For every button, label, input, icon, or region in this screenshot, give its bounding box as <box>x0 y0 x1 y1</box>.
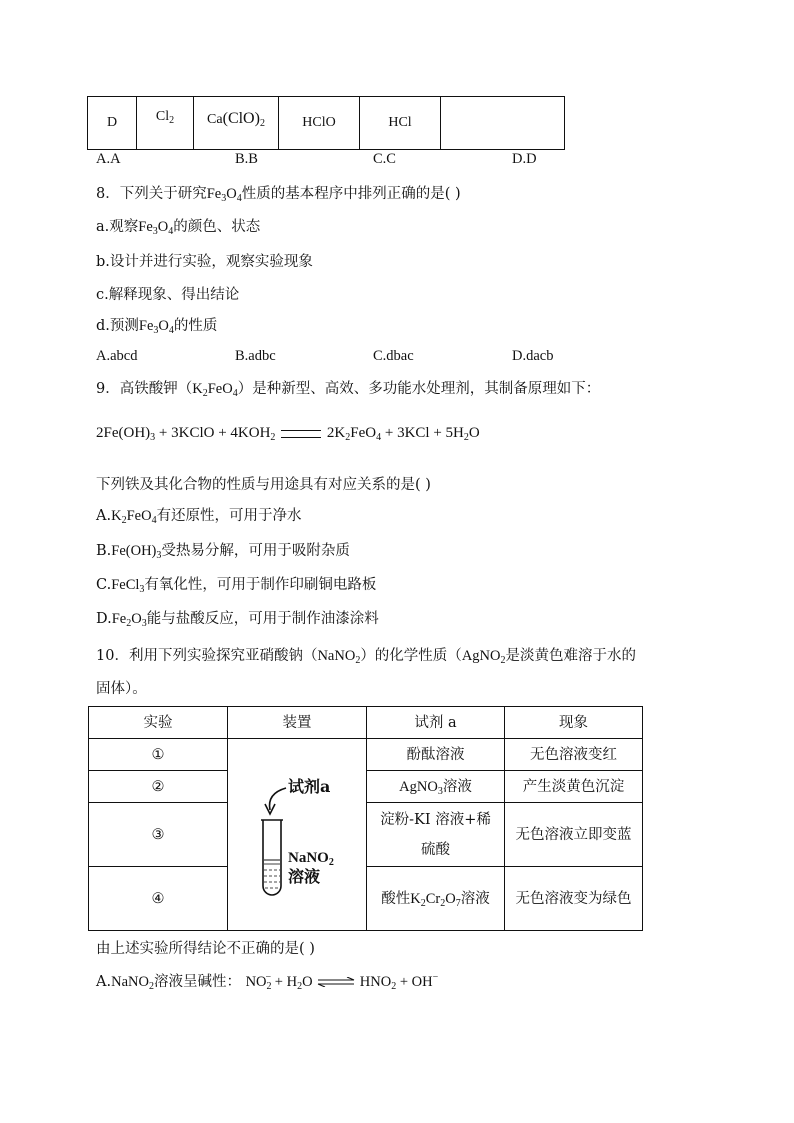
q10-option-a: A.NaNO$_2$溶液呈碱性： $NO_2^- + H_2O$ $HNO_2 + OH^-$ <box>96 972 439 992</box>
reagent-cell: 酸性$K_2Cr_2O_7$溶液 <box>367 867 505 931</box>
q9-option-b: $B.Fe(OH)_3$受热易分解，可用于吸附杂质 <box>96 543 350 561</box>
option-b: B.adbc <box>235 348 276 364</box>
experiment-number: ① <box>89 739 228 771</box>
q10-stem: 10．利用下列实验探究亚硝酸钠（NaNO$_2$）的化学性质（AgNO$_2$是淡黄色难溶于水的 <box>96 648 636 666</box>
equals-sign-icon <box>281 430 321 438</box>
option-a: A.A <box>96 151 121 167</box>
q10-experiment-table <box>88 706 643 931</box>
q10-conclusion: 由上述实验所得结论不正确的是( ) <box>96 941 315 957</box>
test-tube-icon <box>228 740 366 930</box>
q8-step-d: d.预测$Fe_3O_4$的性质 <box>96 318 218 336</box>
header-cell: 现象 <box>505 707 643 739</box>
table-cell <box>441 97 564 149</box>
option-c: C.dbac <box>373 348 414 364</box>
reagent-cell: 酚酞溶液 <box>367 739 505 771</box>
option-d: D.D <box>512 151 537 167</box>
q8-step-b: b.设计并进行实验，观察实验现象 <box>96 254 313 270</box>
table-cell: HCl <box>360 97 441 149</box>
q9-option-d: $D.Fe_2O_3$能与盐酸反应，可用于制作油漆涂料 <box>96 611 379 629</box>
q8-step-c: c.解释现象、得出结论 <box>96 287 240 303</box>
phenomenon-cell: 无色溶液变为绿色 <box>505 867 643 931</box>
option-b: B.B <box>235 151 258 167</box>
phenomenon-cell: 无色溶液立即变蓝 <box>505 803 643 867</box>
reagent-cell: AgNO$_3$溶液 <box>367 771 505 803</box>
table-row <box>89 739 643 771</box>
experiment-number: ④ <box>89 867 228 931</box>
table-cell: $Cl_2$ <box>137 97 194 149</box>
q8-step-a: a.观察$Fe_3O_4$的颜色、状态 <box>96 219 261 237</box>
phenomenon-cell: 无色溶液变红 <box>505 739 643 771</box>
q8-stem: 8．下列关于研究$Fe_3O_4$性质的基本程序中排列正确的是( ) <box>96 186 461 204</box>
q9-stem: 9．高铁酸钾$(K_2FeO_4)$是种新型、高效、多功能水处理剂，其制备原理如下： <box>96 381 601 399</box>
reagent-a-label: 试剂a <box>288 777 331 796</box>
reversible-arrow-icon <box>317 977 355 987</box>
phenomenon-cell: 产生淡黄色沉淀 <box>505 771 643 803</box>
q9-question: 下列铁及其化合物的性质与用途具有对应关系的是( ) <box>96 477 431 493</box>
nano2-label: NaNO$_2$ <box>288 850 334 868</box>
experiment-number: ③ <box>89 803 228 867</box>
table-cell: D <box>88 97 137 149</box>
table-header-row <box>89 707 643 739</box>
header-cell: 实验 <box>89 707 228 739</box>
option-d: D.dacb <box>512 348 554 364</box>
table-cell: HClO <box>279 97 360 149</box>
apparatus-cell <box>228 739 367 931</box>
q10-stem-line2: 固体）。 <box>96 681 147 697</box>
reagent-cell: 淀粉-KI 溶液+稀硫酸 <box>367 803 505 867</box>
option-a: A.abcd <box>96 348 138 364</box>
header-cell: 试剂 a <box>367 707 505 739</box>
header-cell: 装置 <box>228 707 367 739</box>
option-c: C.C <box>373 151 396 167</box>
q7-table-row-d <box>87 96 565 150</box>
solution-label: 溶液 <box>288 867 321 886</box>
experiment-number: ② <box>89 771 228 803</box>
q9-option-a: $A.K_2FeO_4$有还原性，可用于净水 <box>96 508 302 526</box>
table-cell: $Ca(ClO)_2$ <box>194 97 279 149</box>
q9-option-c: C.FeCl$_3$有氧化性，可用于制作印刷铜电路板 <box>96 577 377 595</box>
q9-equation: $2Fe(OH)_3$ + 3KClO + $4KOH_2$ $2K_2FeO_4 + 3KCl + 5H_2O$ <box>96 425 480 443</box>
